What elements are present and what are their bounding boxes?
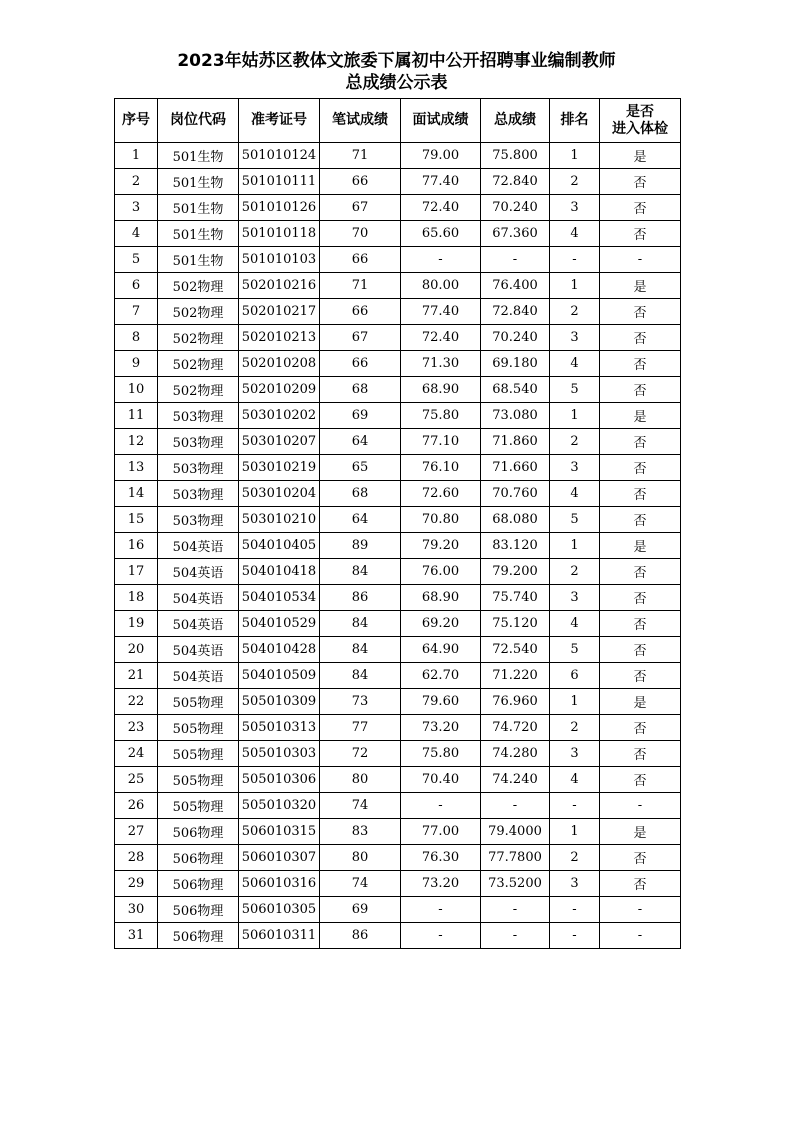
cell-seq: 24	[115, 741, 158, 767]
cell-physical-exam: 否	[600, 195, 681, 221]
cell-physical-exam: 否	[600, 221, 681, 247]
cell-rank: 1	[550, 143, 600, 169]
scores-table	[114, 98, 681, 949]
cell-post-code: 501生物	[158, 169, 239, 195]
cell-ticket-number: 502010216	[239, 273, 320, 299]
cell-post-code: 505物理	[158, 741, 239, 767]
cell-written-score: 84	[320, 637, 401, 663]
cell-ticket-number: 505010306	[239, 767, 320, 793]
cell-total-score: 79.4000	[481, 819, 550, 845]
cell-physical-exam: 是	[600, 819, 681, 845]
cell-seq: 3	[115, 195, 158, 221]
cell-written-score: 71	[320, 273, 401, 299]
table-row	[115, 793, 681, 819]
table-row	[115, 195, 681, 221]
cell-seq: 19	[115, 611, 158, 637]
cell-seq: 27	[115, 819, 158, 845]
cell-post-code: 506物理	[158, 871, 239, 897]
cell-total-score: 70.760	[481, 481, 550, 507]
cell-total-score: 76.960	[481, 689, 550, 715]
cell-total-score: 72.840	[481, 169, 550, 195]
cell-ticket-number: 503010219	[239, 455, 320, 481]
table-row	[115, 273, 681, 299]
cell-ticket-number: 506010315	[239, 819, 320, 845]
cell-seq: 28	[115, 845, 158, 871]
cell-physical-exam: 是	[600, 273, 681, 299]
cell-physical-exam: 是	[600, 533, 681, 559]
cell-interview-score: 77.10	[401, 429, 481, 455]
cell-written-score: 66	[320, 247, 401, 273]
cell-seq: 25	[115, 767, 158, 793]
cell-interview-score: 76.10	[401, 455, 481, 481]
cell-seq: 23	[115, 715, 158, 741]
cell-written-score: 70	[320, 221, 401, 247]
cell-seq: 15	[115, 507, 158, 533]
table-row	[115, 585, 681, 611]
cell-interview-score: 69.20	[401, 611, 481, 637]
cell-written-score: 72	[320, 741, 401, 767]
cell-physical-exam: -	[600, 247, 681, 273]
cell-ticket-number: 501010118	[239, 221, 320, 247]
cell-post-code: 502物理	[158, 377, 239, 403]
table-row	[115, 533, 681, 559]
cell-post-code: 506物理	[158, 897, 239, 923]
cell-written-score: 86	[320, 923, 401, 949]
cell-interview-score: 70.40	[401, 767, 481, 793]
cell-rank: 2	[550, 169, 600, 195]
cell-written-score: 86	[320, 585, 401, 611]
cell-ticket-number: 503010202	[239, 403, 320, 429]
cell-total-score: 74.240	[481, 767, 550, 793]
header-post-code: 岗位代码	[158, 99, 239, 143]
table-row	[115, 429, 681, 455]
header-physical-exam	[600, 99, 681, 143]
cell-rank: 3	[550, 325, 600, 351]
cell-total-score: 73.5200	[481, 871, 550, 897]
cell-total-score: 71.220	[481, 663, 550, 689]
cell-physical-exam: 否	[600, 455, 681, 481]
cell-post-code: 503物理	[158, 403, 239, 429]
cell-seq: 1	[115, 143, 158, 169]
cell-interview-score: 72.60	[401, 481, 481, 507]
cell-interview-score: 68.90	[401, 585, 481, 611]
cell-written-score: 83	[320, 819, 401, 845]
cell-physical-exam: -	[600, 923, 681, 949]
cell-total-score: 70.240	[481, 325, 550, 351]
cell-post-code: 502物理	[158, 299, 239, 325]
cell-seq: 9	[115, 351, 158, 377]
cell-ticket-number: 503010210	[239, 507, 320, 533]
table-row	[115, 299, 681, 325]
table-row	[115, 143, 681, 169]
cell-total-score: 79.200	[481, 559, 550, 585]
cell-written-score: 68	[320, 377, 401, 403]
cell-seq: 2	[115, 169, 158, 195]
table-row	[115, 663, 681, 689]
cell-seq: 29	[115, 871, 158, 897]
cell-post-code: 506物理	[158, 845, 239, 871]
cell-rank: 2	[550, 429, 600, 455]
table-row	[115, 611, 681, 637]
cell-ticket-number: 502010217	[239, 299, 320, 325]
cell-written-score: 69	[320, 403, 401, 429]
cell-total-score: 75.740	[481, 585, 550, 611]
header-written-score: 笔试成绩	[320, 99, 401, 143]
cell-physical-exam: 否	[600, 715, 681, 741]
cell-physical-exam: 否	[600, 429, 681, 455]
cell-interview-score: 75.80	[401, 403, 481, 429]
cell-total-score: 75.120	[481, 611, 550, 637]
cell-seq: 17	[115, 559, 158, 585]
cell-ticket-number: 506010311	[239, 923, 320, 949]
cell-total-score: 71.860	[481, 429, 550, 455]
cell-interview-score: 75.80	[401, 741, 481, 767]
cell-total-score: 67.360	[481, 221, 550, 247]
cell-rank: 3	[550, 871, 600, 897]
cell-physical-exam: 否	[600, 507, 681, 533]
table-row	[115, 481, 681, 507]
cell-written-score: 64	[320, 507, 401, 533]
cell-interview-score: 72.40	[401, 325, 481, 351]
cell-seq: 21	[115, 663, 158, 689]
table-row	[115, 897, 681, 923]
cell-interview-score: 77.00	[401, 819, 481, 845]
cell-ticket-number: 501010103	[239, 247, 320, 273]
header-physical-exam-line2: 进入体检	[612, 120, 668, 137]
cell-total-score: 71.660	[481, 455, 550, 481]
cell-seq: 8	[115, 325, 158, 351]
header-rank: 排名	[550, 99, 600, 143]
cell-interview-score: 80.00	[401, 273, 481, 299]
cell-physical-exam: 是	[600, 689, 681, 715]
cell-written-score: 89	[320, 533, 401, 559]
cell-rank: 4	[550, 481, 600, 507]
cell-interview-score: 73.20	[401, 871, 481, 897]
cell-rank: 4	[550, 767, 600, 793]
cell-total-score: 76.400	[481, 273, 550, 299]
cell-physical-exam: 否	[600, 481, 681, 507]
cell-rank: 1	[550, 533, 600, 559]
cell-seq: 26	[115, 793, 158, 819]
header-ticket-number: 准考证号	[239, 99, 320, 143]
cell-post-code: 501生物	[158, 143, 239, 169]
table-row	[115, 689, 681, 715]
cell-rank: 1	[550, 403, 600, 429]
cell-post-code: 502物理	[158, 273, 239, 299]
cell-rank: -	[550, 897, 600, 923]
cell-post-code: 503物理	[158, 481, 239, 507]
cell-ticket-number: 502010208	[239, 351, 320, 377]
table-row	[115, 169, 681, 195]
cell-written-score: 74	[320, 793, 401, 819]
cell-total-score: 73.080	[481, 403, 550, 429]
cell-written-score: 80	[320, 767, 401, 793]
cell-ticket-number: 501010126	[239, 195, 320, 221]
cell-rank: 1	[550, 819, 600, 845]
table-body	[115, 143, 681, 949]
header-physical-exam-line1: 是否	[626, 103, 654, 120]
cell-rank: 5	[550, 507, 600, 533]
cell-total-score: 74.720	[481, 715, 550, 741]
cell-total-score: 68.080	[481, 507, 550, 533]
cell-post-code: 503物理	[158, 429, 239, 455]
cell-rank: 3	[550, 741, 600, 767]
cell-ticket-number: 506010305	[239, 897, 320, 923]
cell-rank: 2	[550, 299, 600, 325]
cell-post-code: 504英语	[158, 611, 239, 637]
cell-total-score: -	[481, 923, 550, 949]
cell-interview-score: 79.60	[401, 689, 481, 715]
cell-written-score: 74	[320, 871, 401, 897]
cell-post-code: 501生物	[158, 195, 239, 221]
cell-written-score: 84	[320, 559, 401, 585]
cell-post-code: 504英语	[158, 585, 239, 611]
cell-total-score: 68.540	[481, 377, 550, 403]
table-row	[115, 871, 681, 897]
cell-ticket-number: 504010418	[239, 559, 320, 585]
cell-interview-score: -	[401, 923, 481, 949]
cell-ticket-number: 505010303	[239, 741, 320, 767]
cell-physical-exam: 否	[600, 585, 681, 611]
cell-total-score: -	[481, 247, 550, 273]
cell-physical-exam: 否	[600, 845, 681, 871]
cell-written-score: 84	[320, 611, 401, 637]
table-row	[115, 767, 681, 793]
cell-ticket-number: 501010124	[239, 143, 320, 169]
cell-written-score: 67	[320, 325, 401, 351]
cell-post-code: 504英语	[158, 663, 239, 689]
cell-ticket-number: 504010529	[239, 611, 320, 637]
cell-rank: -	[550, 247, 600, 273]
cell-written-score: 64	[320, 429, 401, 455]
cell-interview-score: 76.00	[401, 559, 481, 585]
cell-ticket-number: 504010428	[239, 637, 320, 663]
cell-seq: 20	[115, 637, 158, 663]
table-row	[115, 637, 681, 663]
cell-physical-exam: 否	[600, 871, 681, 897]
cell-total-score: 77.7800	[481, 845, 550, 871]
page-subtitle: 总成绩公示表	[345, 73, 448, 93]
cell-interview-score: -	[401, 247, 481, 273]
cell-rank: 3	[550, 455, 600, 481]
cell-total-score: -	[481, 897, 550, 923]
cell-interview-score: 62.70	[401, 663, 481, 689]
table-header-row	[115, 99, 681, 143]
cell-rank: 4	[550, 221, 600, 247]
table-row	[115, 559, 681, 585]
cell-physical-exam: 否	[600, 299, 681, 325]
cell-ticket-number: 505010313	[239, 715, 320, 741]
cell-post-code: 505物理	[158, 689, 239, 715]
table-row	[115, 845, 681, 871]
cell-seq: 30	[115, 897, 158, 923]
cell-physical-exam: 否	[600, 351, 681, 377]
cell-post-code: 503物理	[158, 507, 239, 533]
cell-ticket-number: 504010509	[239, 663, 320, 689]
cell-interview-score: 65.60	[401, 221, 481, 247]
cell-seq: 7	[115, 299, 158, 325]
cell-post-code: 501生物	[158, 221, 239, 247]
cell-interview-score: 68.90	[401, 377, 481, 403]
cell-post-code: 506物理	[158, 819, 239, 845]
cell-total-score: 75.800	[481, 143, 550, 169]
cell-written-score: 66	[320, 351, 401, 377]
cell-seq: 14	[115, 481, 158, 507]
cell-seq: 5	[115, 247, 158, 273]
cell-ticket-number: 504010534	[239, 585, 320, 611]
cell-post-code: 506物理	[158, 923, 239, 949]
cell-ticket-number: 505010309	[239, 689, 320, 715]
table-row	[115, 507, 681, 533]
cell-physical-exam: 否	[600, 169, 681, 195]
cell-rank: 2	[550, 715, 600, 741]
cell-seq: 12	[115, 429, 158, 455]
cell-total-score: 72.840	[481, 299, 550, 325]
cell-post-code: 501生物	[158, 247, 239, 273]
cell-seq: 6	[115, 273, 158, 299]
cell-written-score: 69	[320, 897, 401, 923]
cell-seq: 31	[115, 923, 158, 949]
cell-rank: 3	[550, 585, 600, 611]
cell-rank: 2	[550, 845, 600, 871]
table-row	[115, 923, 681, 949]
cell-rank: 1	[550, 273, 600, 299]
cell-post-code: 505物理	[158, 767, 239, 793]
table-row	[115, 221, 681, 247]
cell-seq: 11	[115, 403, 158, 429]
cell-post-code: 502物理	[158, 351, 239, 377]
header-interview-score: 面试成绩	[401, 99, 481, 143]
cell-ticket-number: 506010316	[239, 871, 320, 897]
cell-total-score: 83.120	[481, 533, 550, 559]
table-row	[115, 741, 681, 767]
cell-total-score: 72.540	[481, 637, 550, 663]
cell-interview-score: 71.30	[401, 351, 481, 377]
table-row	[115, 403, 681, 429]
cell-ticket-number: 505010320	[239, 793, 320, 819]
cell-interview-score: 76.30	[401, 845, 481, 871]
cell-rank: 3	[550, 195, 600, 221]
cell-rank: 2	[550, 559, 600, 585]
cell-physical-exam: 否	[600, 767, 681, 793]
cell-written-score: 66	[320, 169, 401, 195]
cell-physical-exam: 否	[600, 611, 681, 637]
cell-written-score: 67	[320, 195, 401, 221]
cell-rank: 5	[550, 377, 600, 403]
cell-rank: -	[550, 923, 600, 949]
cell-ticket-number: 501010111	[239, 169, 320, 195]
cell-post-code: 504英语	[158, 559, 239, 585]
cell-written-score: 80	[320, 845, 401, 871]
cell-rank: -	[550, 793, 600, 819]
cell-seq: 13	[115, 455, 158, 481]
cell-rank: 4	[550, 611, 600, 637]
cell-physical-exam: 否	[600, 637, 681, 663]
cell-interview-score: 77.40	[401, 169, 481, 195]
cell-physical-exam: 否	[600, 741, 681, 767]
table-row	[115, 325, 681, 351]
cell-interview-score: 70.80	[401, 507, 481, 533]
cell-post-code: 505物理	[158, 793, 239, 819]
cell-ticket-number: 506010307	[239, 845, 320, 871]
cell-total-score: 70.240	[481, 195, 550, 221]
table-row	[115, 819, 681, 845]
table-row	[115, 377, 681, 403]
cell-written-score: 84	[320, 663, 401, 689]
cell-written-score: 65	[320, 455, 401, 481]
header-seq: 序号	[115, 99, 158, 143]
cell-ticket-number: 504010405	[239, 533, 320, 559]
table-row	[115, 351, 681, 377]
table-row	[115, 455, 681, 481]
header-total-score: 总成绩	[481, 99, 550, 143]
cell-total-score: 74.280	[481, 741, 550, 767]
table-row	[115, 715, 681, 741]
cell-seq: 22	[115, 689, 158, 715]
cell-total-score: -	[481, 793, 550, 819]
cell-seq: 18	[115, 585, 158, 611]
page-title: 2023年姑苏区教体文旅委下属初中公开招聘事业编制教师	[177, 51, 616, 71]
cell-physical-exam: 否	[600, 559, 681, 585]
cell-written-score: 68	[320, 481, 401, 507]
cell-post-code: 503物理	[158, 455, 239, 481]
cell-post-code: 504英语	[158, 637, 239, 663]
cell-interview-score: 77.40	[401, 299, 481, 325]
cell-seq: 16	[115, 533, 158, 559]
cell-rank: 5	[550, 637, 600, 663]
cell-post-code: 505物理	[158, 715, 239, 741]
table-row	[115, 247, 681, 273]
cell-written-score: 66	[320, 299, 401, 325]
cell-ticket-number: 503010204	[239, 481, 320, 507]
cell-post-code: 502物理	[158, 325, 239, 351]
cell-written-score: 71	[320, 143, 401, 169]
cell-total-score: 69.180	[481, 351, 550, 377]
cell-interview-score: 79.20	[401, 533, 481, 559]
cell-rank: 1	[550, 689, 600, 715]
cell-written-score: 73	[320, 689, 401, 715]
cell-rank: 4	[550, 351, 600, 377]
cell-interview-score: 64.90	[401, 637, 481, 663]
cell-physical-exam: 否	[600, 663, 681, 689]
cell-interview-score: 79.00	[401, 143, 481, 169]
cell-ticket-number: 502010213	[239, 325, 320, 351]
cell-physical-exam: -	[600, 793, 681, 819]
cell-interview-score: -	[401, 793, 481, 819]
cell-physical-exam: 否	[600, 377, 681, 403]
cell-written-score: 77	[320, 715, 401, 741]
cell-interview-score: 73.20	[401, 715, 481, 741]
cell-ticket-number: 503010207	[239, 429, 320, 455]
cell-seq: 10	[115, 377, 158, 403]
cell-physical-exam: -	[600, 897, 681, 923]
cell-ticket-number: 502010209	[239, 377, 320, 403]
cell-physical-exam: 是	[600, 403, 681, 429]
cell-interview-score: -	[401, 897, 481, 923]
cell-physical-exam: 是	[600, 143, 681, 169]
cell-physical-exam: 否	[600, 325, 681, 351]
cell-interview-score: 72.40	[401, 195, 481, 221]
cell-post-code: 504英语	[158, 533, 239, 559]
cell-seq: 4	[115, 221, 158, 247]
cell-rank: 6	[550, 663, 600, 689]
